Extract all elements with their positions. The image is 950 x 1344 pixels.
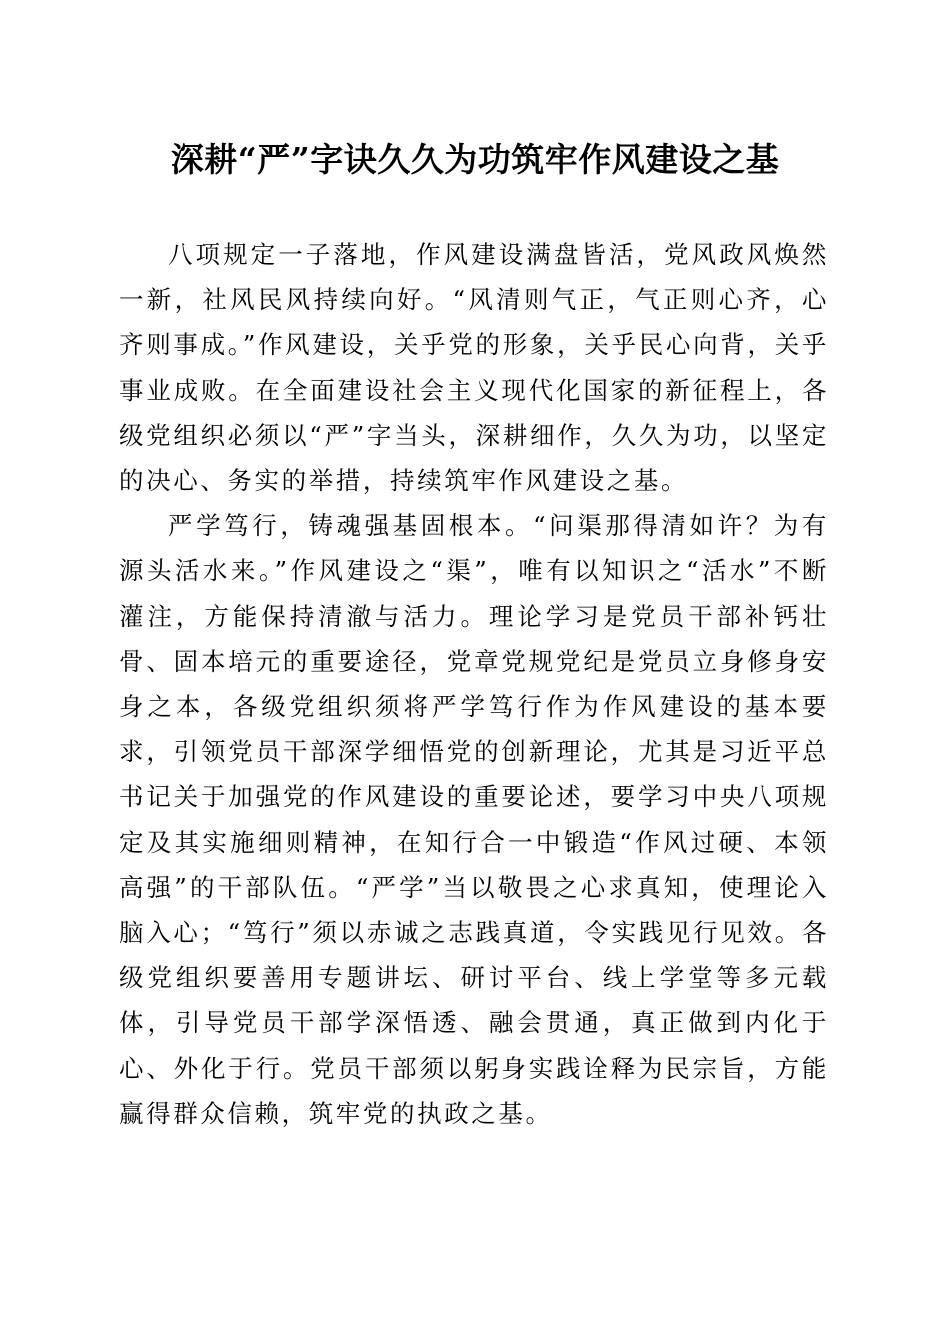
- paragraph: 八项规定一子落地，作风建设满盘皆活，党风政风焕然一新，社风民风持续向好。“风清则气正，气正则心齐，心齐则事成。”作风建设，关乎党的形象，关乎民心向背，关乎事业成败。在全面建设社会主义现代化国家的新征程上，各级党组织必须以“严”字当头，深耕细作，久久为功，以坚定的决心、务实的举措，持续筑牢作风建设之基。: [119, 240, 829, 496]
- document-title: 深耕“严”字诀久久为功筑牢作风建设之基: [170, 140, 780, 179]
- paragraph: 严学笃行，铸魂强基固根本。“问渠那得清如许？为有源头活水来。”作风建设之“渠”，唯有以知识之“活水”不断灌注，方能保持清澈与活力。理论学习是党员干部补钙壮骨、固本培元的重要途径，党章党规党纪是党员立身修身安身之本，各级党组织须将严学笃行作为作风建设的基本要求，引领党员干部深学细悟党的创新理论，尤其是习近平总书记关于加强党的作风建设的重要论述，要学习中央八项规定及其实施细则精神，在知行合一中锻造“作风过硬、本领高强”的干部队伍。“严学”当以敬畏之心求真知，使理论入脑入心；“笃行”须以赤诚之志践真道，令实践见行见效。各级党组织要善用专题讲坛、研讨平台、线上学堂等多元载体，引导党员干部学深悟透、融会贯通，真正做到内化于心、外化于行。党员干部须以躬身实践诠释为民宗旨，方能赢得群众信赖，筑牢党的执政之基。: [119, 511, 829, 1128]
- document-body: [119, 232, 829, 1136]
